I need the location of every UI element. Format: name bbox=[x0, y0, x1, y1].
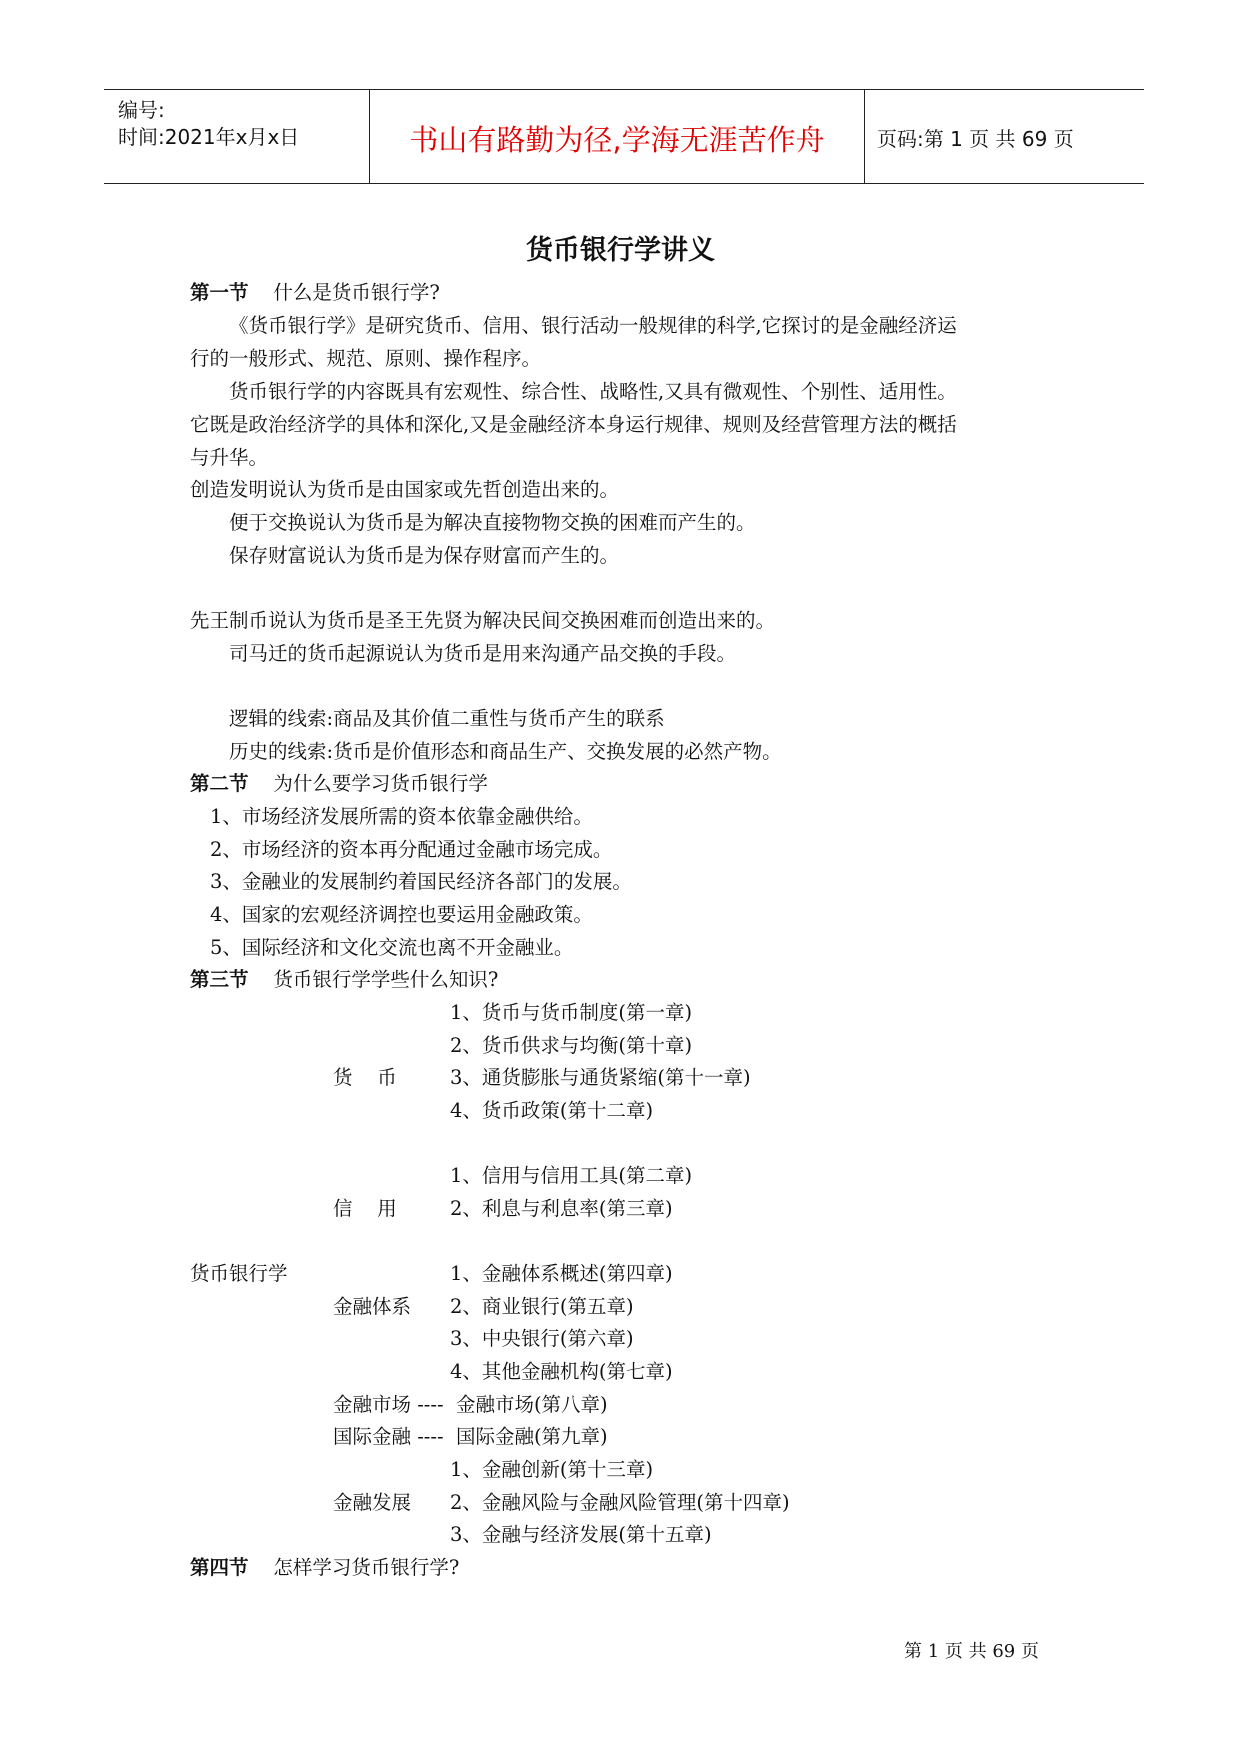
outline-branch-system: 金融体系 bbox=[333, 1295, 412, 1318]
outline-branch-market: 金融市场 ---- 金融市场(第八章) bbox=[333, 1393, 608, 1416]
outline-item: 2、利息与利息率(第三章) bbox=[450, 1197, 673, 1220]
paragraph-line: 行的一般形式、规范、原则、操作程序。 bbox=[190, 347, 542, 370]
outline-item: 3、通货膨胀与通货紧缩(第十一章) bbox=[450, 1066, 751, 1089]
header-middle-cell bbox=[370, 90, 865, 183]
outline-branch-development: 金融发展 bbox=[333, 1491, 412, 1514]
outline-item: 2、货币供求与均衡(第十章) bbox=[450, 1034, 693, 1057]
list-item: 5、国际经济和文化交流也离不开金融业。 bbox=[210, 936, 574, 959]
header-page-number: 页码:第 1 页 共 69 页 bbox=[877, 127, 1074, 151]
paragraph-line: 便于交换说认为货币是为解决直接物物交换的困难而产生的。 bbox=[229, 511, 756, 534]
document-time-label: 时间:2021年x月x日 bbox=[118, 125, 300, 149]
document-title: 货币银行学讲义 bbox=[526, 235, 715, 266]
header-right-cell bbox=[865, 90, 1144, 183]
section-3-heading: 第三节 bbox=[190, 968, 249, 991]
outline-item: 1、货币与货币制度(第一章) bbox=[450, 1001, 693, 1024]
outline-item: 4、其他金融机构(第七章) bbox=[450, 1360, 673, 1383]
section-4-heading: 第四节 bbox=[190, 1556, 249, 1579]
page-footer: 第 1 页 共 69 页 bbox=[904, 1641, 1039, 1662]
list-item: 1、市场经济发展所需的资本依靠金融供给。 bbox=[210, 805, 593, 828]
outline-branch-international: 国际金融 ---- 国际金融(第九章) bbox=[333, 1425, 608, 1448]
paragraph-line: 逻辑的线索:商品及其价值二重性与货币产生的联系 bbox=[229, 707, 665, 730]
section-3-heading-line bbox=[190, 967, 498, 993]
outline-branch-money: 货 币 bbox=[333, 1066, 397, 1089]
paragraph-line: 它既是政治经济学的具体和深化,又是金融经济本身运行规律、规则及经营管理方法的概括 bbox=[190, 413, 957, 436]
list-item: 3、金融业的发展制约着国民经济各部门的发展。 bbox=[210, 870, 632, 893]
outline-branch-credit: 信 用 bbox=[333, 1197, 397, 1220]
paragraph-line: 司马迁的货币起源说认为货币是用来沟通产品交换的手段。 bbox=[229, 642, 737, 665]
header-motto: 书山有路勤为径,学海无涯苦作舟 bbox=[409, 123, 825, 157]
outline-item: 2、金融风险与金融风险管理(第十四章) bbox=[450, 1491, 790, 1514]
document-number-label: 编号: bbox=[118, 98, 165, 122]
section-1-heading-line bbox=[190, 280, 440, 306]
paragraph-line: 历史的线索:货币是价值形态和商品生产、交换发展的必然产物。 bbox=[229, 740, 782, 763]
section-3-subtitle: 货币银行学学些什么知识? bbox=[273, 968, 499, 991]
section-2-heading-line bbox=[190, 771, 488, 797]
section-1-subtitle: 什么是货币银行学? bbox=[273, 281, 440, 304]
paragraph-line: 创造发明说认为货币是由国家或先哲创造出来的。 bbox=[190, 478, 620, 501]
section-1-heading: 第一节 bbox=[190, 281, 249, 304]
header-left-cell bbox=[104, 90, 370, 183]
outline-item: 3、金融与经济发展(第十五章) bbox=[450, 1523, 712, 1546]
paragraph-line: 保存财富说认为货币是为保存财富而产生的。 bbox=[229, 544, 620, 567]
section-4-heading-line bbox=[190, 1555, 459, 1581]
list-item: 4、国家的宏观经济调控也要运用金融政策。 bbox=[210, 903, 593, 926]
outline-item: 1、金融创新(第十三章) bbox=[450, 1458, 654, 1481]
section-2-heading: 第二节 bbox=[190, 772, 249, 795]
header-table bbox=[104, 89, 1144, 184]
outline-root: 货币银行学 bbox=[190, 1262, 288, 1285]
outline-item: 4、货币政策(第十二章) bbox=[450, 1099, 654, 1122]
section-4-subtitle: 怎样学习货币银行学? bbox=[273, 1556, 460, 1579]
paragraph-line: 《货币银行学》是研究货币、信用、银行活动一般规律的科学,它探讨的是金融经济运 bbox=[229, 314, 957, 337]
outline-item: 3、中央银行(第六章) bbox=[450, 1327, 634, 1350]
paragraph-line: 与升华。 bbox=[190, 446, 269, 469]
list-item: 2、市场经济的资本再分配通过金融市场完成。 bbox=[210, 838, 613, 861]
section-2-subtitle: 为什么要学习货币银行学 bbox=[273, 772, 488, 795]
outline-item: 2、商业银行(第五章) bbox=[450, 1295, 634, 1318]
outline-item: 1、信用与信用工具(第二章) bbox=[450, 1164, 693, 1187]
paragraph-line: 货币银行学的内容既具有宏观性、综合性、战略性,又具有微观性、个别性、适用性。 bbox=[229, 380, 957, 403]
paragraph-line: 先王制币说认为货币是圣王先贤为解决民间交换困难而创造出来的。 bbox=[190, 609, 776, 632]
outline-item: 1、金融体系概述(第四章) bbox=[450, 1262, 673, 1285]
